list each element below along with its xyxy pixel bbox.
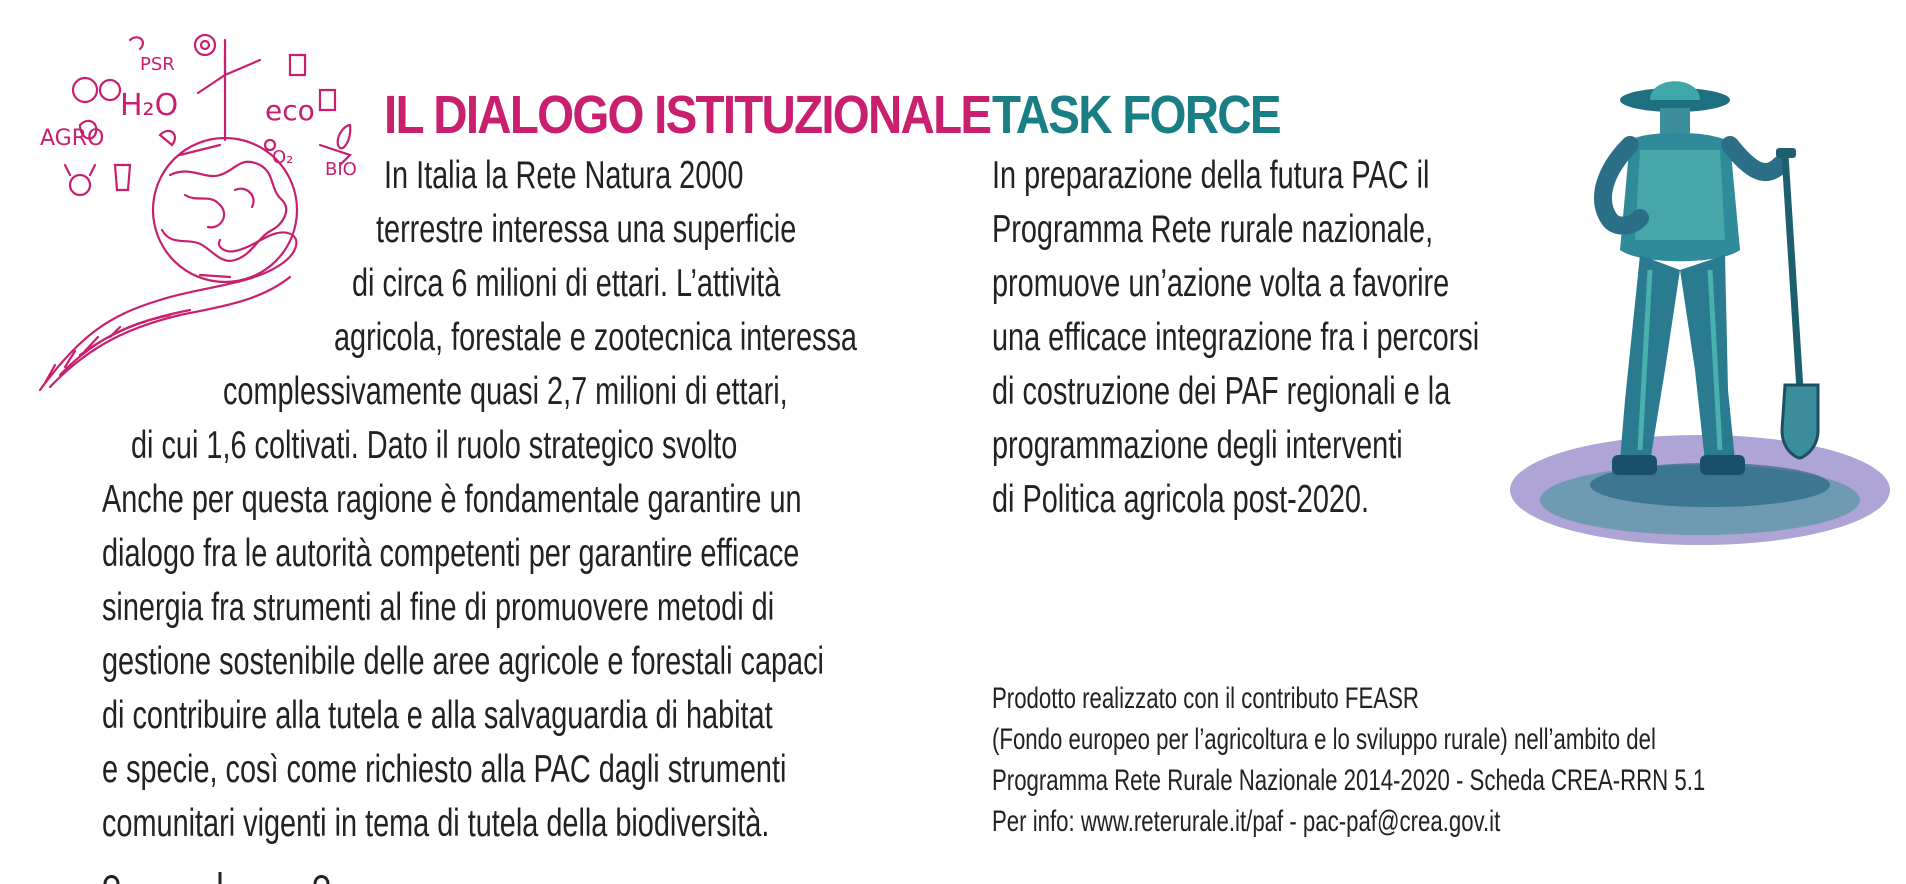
right-body-line: di costruzione dei PAF regionali e la — [992, 370, 1451, 413]
right-body-line: una efficace integrazione fra i percorsi — [992, 316, 1480, 359]
left-body-line: In Italia la Rete Natura 2000 — [384, 154, 744, 197]
left-body-line: Anche per questa ragione è fondamentale garantire un — [102, 478, 802, 521]
footer-line: (Fondo europeo per l’agricoltura e lo sviluppo rurale) nell’ambito del — [992, 723, 1656, 756]
svg-text:BIO: BIO — [325, 159, 357, 180]
footer-line: Prodotto realizzato con il contributo FEASR — [992, 682, 1419, 715]
right-body-line: programmazione degli interventi — [992, 424, 1403, 467]
left-section-heading: IL DIALOGO ISTITUZIONALE — [384, 85, 991, 145]
left-body-line: di circa 6 milioni di ettari. L’attività — [352, 262, 781, 305]
left-body-line: gestione sostenibile delle aree agricole e forestali capaci — [102, 640, 824, 683]
left-body-line: agricola, forestale e zootecnica interessa — [334, 316, 857, 359]
hand-holding-earth-eco-doodle-icon — [20, 15, 380, 395]
footer-line: Programma Rete Rurale Nazionale 2014-2020 - Scheda CREA-RRN 5.1 — [992, 764, 1706, 797]
svg-text:PSR: PSR — [140, 54, 175, 75]
left-body-line: terrestre interessa una superficie — [376, 208, 797, 251]
svg-text:eco: eco — [265, 94, 315, 127]
left-body-line: di contribuire alla tutela e alla salvaguardia di habitat — [102, 694, 773, 737]
right-body-line: Programma Rete rurale nazionale, — [992, 208, 1434, 251]
footer-line: Per info: www.reterurale.it/paf - pac-paf@crea.gov.it — [992, 805, 1501, 838]
left-body-line: complessivamente quasi 2,7 milioni di ettari, — [223, 370, 788, 413]
svg-text:O₂: O₂ — [272, 147, 294, 168]
right-section-heading: TASK FORCE — [992, 85, 1280, 145]
left-body-line: e specie, così come richiesto alla PAC dagli strumenti — [102, 748, 787, 791]
left-body-line: di cui 1,6 coltivati. Dato il ruolo strategico svolto — [131, 424, 738, 467]
left-body-line: comunitari vigenti in tema di tutela della biodiversità. — [102, 802, 770, 845]
right-body-line: di Politica agricola post-2020. — [992, 478, 1370, 521]
left-body-line: sinergia fra strumenti al fine di promuovere metodi di — [102, 586, 775, 629]
cropped-text-fragment — [100, 866, 350, 884]
footer-credits — [992, 678, 1906, 842]
svg-text:AGRO: AGRO — [40, 126, 105, 151]
right-body-line: promuove un’azione volta a favorire — [992, 262, 1450, 305]
left-body-line: dialogo fra le autorità competenti per garantire efficace — [102, 532, 800, 575]
farmer-with-shovel-icon — [1500, 70, 1900, 590]
svg-text:H₂O: H₂O — [120, 88, 179, 123]
right-body-line: In preparazione della futura PAC il — [992, 154, 1430, 197]
